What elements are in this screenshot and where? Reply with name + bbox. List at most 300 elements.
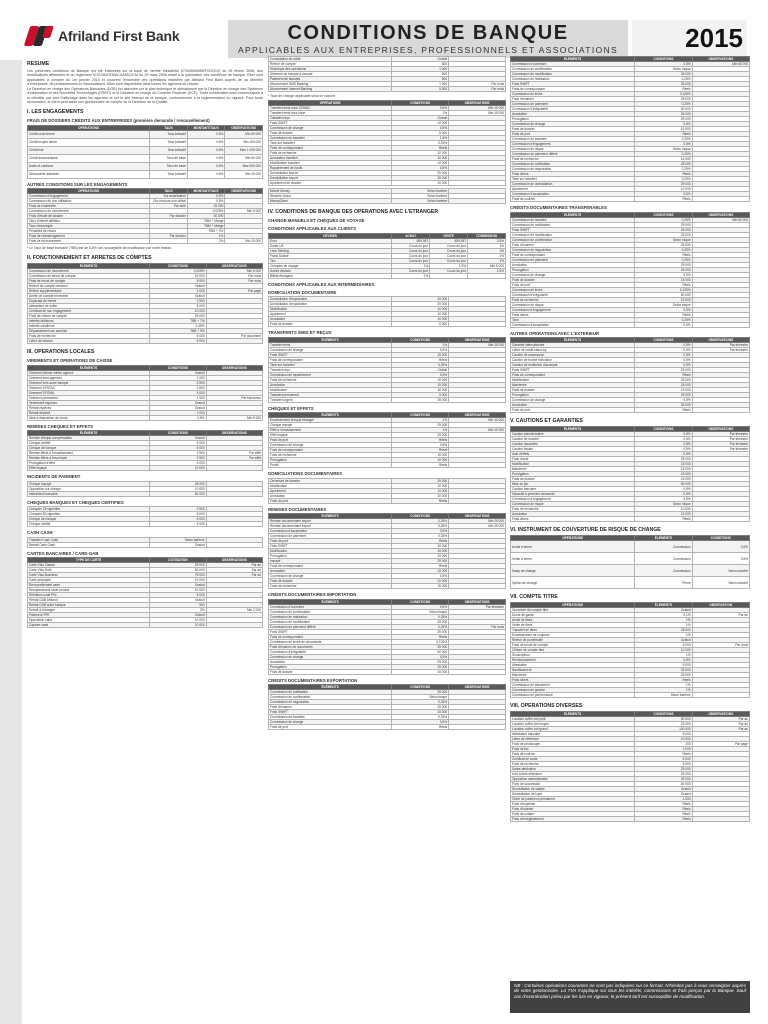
currency-exchange-table (268, 233, 506, 279)
row-label: Transfert permanent (269, 392, 392, 397)
payment-incidents-subtitle: INCIDENTS DE PAIEMENT (27, 474, 81, 480)
row-value: 0,5% (635, 487, 692, 492)
bank-cards-subtitle: CARTES BANCAIRES / CARD-GAB (27, 550, 99, 556)
row-label: Prorogation d'effet (28, 461, 150, 466)
row-value: 500 (392, 62, 449, 67)
row-value: 1% (635, 653, 692, 658)
row-value: Par trimestre (692, 432, 749, 437)
row-value: 1 000 (150, 375, 206, 380)
documentary-domiciliations-table (268, 478, 506, 504)
table-row (269, 322, 506, 327)
row-label: Retrait GAB Afriland (28, 598, 150, 603)
other-engagement-conditions-subtitle: AUTRES CONDITIONS SUR LES ENGAGEMENTS (27, 181, 128, 187)
column-header: OBSERVATIONS (206, 558, 262, 563)
row-value: 0,5% (468, 238, 506, 243)
row-label: Modification transfert (269, 161, 392, 166)
row-value: 1% (392, 342, 449, 347)
row-label: Location coffre-fort petit (511, 717, 635, 722)
row-label: Commission de confirmation (269, 695, 392, 700)
row-value: Taux indicatif (150, 170, 188, 178)
row-value: 25 000 (635, 767, 692, 772)
row-value: Gratuit (392, 116, 449, 121)
row-value: Par an (206, 573, 262, 578)
row-value: 10 000 (150, 309, 206, 314)
row-value: 25 000 (392, 302, 449, 307)
row-value: 10 000 (392, 579, 449, 584)
row-value: 50 000 (635, 482, 692, 487)
row-label: Billets étrangers (269, 273, 392, 278)
resume-paragraph-2: La Direction en charge des Opérations Bancaires (DOB) est associée sur le plan technique et opérationnel par la Direction en charge des Systèmes d'Information et des Nouvelles Technologies (DSINT) et la Direction en charge du Contrôle Financier (DCF). Toute modification sera communiquée à la clientèle par voie d'affichage dans les agences et sur le site internet de la banque, conformément à la réglementation en vigueur. Pour toute réclamation, le client peut saisir son gestionnaire de compte ou la Direction de la Qualité. (27, 87, 263, 105)
foreign-cheques-subtitle: CHÈQUES ET EFFETS (268, 405, 314, 411)
row-label: Commission de réalisation (511, 77, 635, 82)
table-row (28, 138, 263, 146)
row-label: Frais SWIFT (269, 352, 392, 357)
row-value: Taux indicatif (150, 130, 188, 138)
column-header: CONDITIONS (392, 685, 449, 690)
section-guarantees-title: V. CAUTIONS ET GARANTIES (510, 418, 584, 424)
documentary-domiciliation-table (268, 296, 506, 327)
table-row (28, 239, 263, 244)
row-value: 25 000 (635, 378, 692, 383)
account-operations-table (27, 263, 263, 344)
row-value: Taux indicatif (150, 146, 188, 154)
row-label: Historique des opérations (269, 67, 392, 72)
row-value: Max 1 000 000 (225, 146, 263, 154)
table-row (28, 623, 263, 628)
other-foreign-operations-table (510, 337, 750, 413)
row-value: 25 000 (635, 668, 692, 673)
row-label: Attestation de solde (28, 304, 150, 309)
row-value: 25 000 (392, 433, 449, 438)
column-header: ÉLÉMENTS (635, 603, 692, 608)
row-value: 15 000 (392, 382, 449, 387)
row-value: 1 500 (635, 797, 692, 802)
row-value: Réels (635, 812, 692, 817)
row-value (449, 397, 506, 402)
row-value: 0,5% (392, 126, 449, 131)
row-value: Selon marché (692, 565, 749, 577)
column-header: CONDITIONS (635, 57, 692, 62)
row-value: 15 000 (635, 462, 692, 467)
row-label: Location coffre-fort moyen (511, 722, 635, 727)
row-value (692, 197, 749, 202)
row-label: Virement interne même agence (28, 370, 150, 375)
row-value: 0,25% (635, 152, 692, 157)
column-header: OBSERVATIONS (449, 685, 506, 690)
row-value: Min 10 000 (225, 239, 263, 244)
row-label: Commission de mouvement (28, 269, 150, 274)
row-value: 2 000 (150, 410, 206, 415)
cash-cash-table (27, 537, 263, 548)
row-label: Domiciliation d'importation (269, 297, 392, 302)
row-label: Lettre de référence (511, 737, 635, 742)
row-value: 10 000 (392, 307, 449, 312)
column-header: ÉLÉMENTS (511, 427, 635, 432)
row-value: Cours du jour (392, 253, 430, 258)
row-value: Cours du jour (430, 268, 468, 273)
row-label: Lettre de crédit stand-by (511, 348, 635, 353)
documentary-domiciliations-subtitle: DOMICILIATIONS DOCUMENTAIRES (268, 471, 343, 476)
row-value: 15 000 (392, 669, 449, 674)
row-value: Par dossier (150, 214, 188, 219)
row-label: Commission de transfert (511, 217, 635, 222)
row-label: Frais SWIFT (511, 227, 635, 232)
row-label: Clôture de compte titre (511, 648, 635, 653)
row-label: Certificat de non engagement (28, 309, 150, 314)
row-label: Annulation (269, 382, 392, 387)
row-value: Gratuit (635, 638, 692, 643)
row-label: Virement vers autre banque (28, 380, 150, 385)
row-value: Par an (206, 563, 262, 568)
row-value: 25 000 (635, 117, 692, 122)
column-header: ÉLÉMENTS (28, 365, 150, 370)
row-label: Vente à terme (511, 553, 635, 565)
column-header: OPÉRATIONS (28, 125, 150, 130)
row-label: Taxe (511, 317, 635, 322)
row-value: 5 000 (150, 304, 206, 309)
row-value: 1% (635, 623, 692, 628)
row-label: Frais de recherche (269, 377, 392, 382)
row-label: Ordre de paiement permanent (511, 797, 635, 802)
row-value: 5 000 (635, 643, 692, 648)
row-label: Effet impayé (269, 433, 392, 438)
row-label: Annulation (269, 493, 392, 498)
table-row (269, 463, 506, 468)
row-value: 0,5% (635, 62, 692, 67)
row-value: 50 000 (392, 649, 449, 654)
row-label: Opposition administrative (511, 777, 635, 782)
table-row (511, 541, 750, 553)
column-header: ÉLÉMENTS (269, 337, 392, 342)
row-value: 1% (187, 234, 225, 239)
row-label: Commission de négociation (269, 700, 392, 705)
column-header: OBSERVATION (692, 603, 749, 608)
row-value (206, 542, 262, 547)
row-label: Attestation bancaire (511, 732, 635, 737)
row-label: Remboursement (511, 658, 635, 663)
row-value: Selon risque (635, 237, 692, 242)
row-value: Gratuit (150, 284, 206, 289)
row-label: Frais de port (511, 132, 635, 137)
column-header: OBSERVATIONS (692, 212, 749, 217)
row-value: 0,25% (392, 141, 449, 146)
row-label: Commission d'engagement (511, 307, 635, 312)
row-value: Par échéance (206, 395, 262, 400)
row-label: Caution de bonne exécution (511, 358, 635, 363)
row-value: 100 000 (635, 727, 692, 732)
row-label: Frais de dossier (269, 322, 392, 327)
row-value: Réels (635, 678, 692, 683)
column-header: OBSERVATIONS (449, 514, 506, 519)
row-label: Arrêté de compte trimestriel (28, 294, 150, 299)
row-value: 25 000 (635, 403, 692, 408)
row-value: Par dossier (150, 234, 188, 239)
row-label: Frais de recherche (511, 157, 635, 162)
import-credits-table (268, 599, 506, 675)
table-row (269, 725, 506, 730)
row-label: Impayé (269, 559, 392, 564)
column-header: OBSERVATIONS (225, 125, 263, 130)
row-value: 0,5% (187, 154, 225, 162)
row-value (449, 181, 506, 186)
row-label: Commission d'irrégularité (511, 107, 635, 112)
row-value: 1% (635, 688, 692, 693)
row-value: Par acte (150, 204, 188, 209)
row-value: 10 000 (635, 187, 692, 192)
row-value: 25 000 (150, 563, 206, 568)
row-value: 10 000 (392, 458, 449, 463)
row-label: Vente de titres (511, 623, 635, 628)
row-label: Commission de change (511, 272, 635, 277)
row-label: Commission de change (511, 398, 635, 403)
row-label: Frais de port (269, 539, 392, 544)
row-value: Min 15 000 (449, 342, 506, 347)
column-header: CONDITIONS (392, 337, 449, 342)
row-label: Frais SWIFT (269, 710, 392, 715)
row-value: 25 000 (392, 664, 449, 669)
row-label: Paiement de factures (269, 77, 392, 82)
row-value: Réels (635, 252, 692, 257)
row-value: 10 000 (150, 466, 206, 471)
row-value: Gratuit (392, 367, 449, 372)
row-label: Frais de photocopie (511, 742, 635, 747)
row-label: Frais de recherche (269, 453, 392, 458)
row-value: 25 000 (392, 619, 449, 624)
brand-name: Afriland First Bank (58, 28, 180, 44)
row-value: 10 000 (392, 156, 449, 161)
row-value: 0,5% (187, 199, 225, 204)
table-row (269, 181, 506, 186)
table-row (511, 197, 750, 202)
row-label: Transfert émis hors zone (269, 111, 392, 116)
column-header: ÉLÉMENTS (511, 212, 635, 217)
row-value: 2% (150, 608, 206, 613)
row-label: Frais de recouvrement (28, 239, 150, 244)
row-label: Transfert urgent (269, 397, 392, 402)
row-value: Gratuit (150, 405, 206, 410)
row-label: Domiciliation d'exportation (269, 302, 392, 307)
row-value: Gratuit (635, 787, 692, 792)
row-label: Commission de risque (511, 502, 635, 507)
resume-title: RESUME (27, 61, 50, 67)
row-value: 0,5% (392, 654, 449, 659)
bank-cards-table (27, 557, 263, 628)
row-value: Par mois (206, 279, 262, 284)
row-label: Paiement TPE (28, 613, 150, 618)
row-label: Modification (269, 387, 392, 392)
row-label: Effet impayé (28, 466, 150, 471)
row-value: Selon barème (150, 537, 206, 542)
afriland-logo-icon (27, 23, 53, 49)
row-value: 0,5% (392, 529, 449, 534)
row-value: 1% (468, 243, 506, 248)
row-value: 25 000 (635, 222, 692, 227)
row-value: Gratuit (150, 542, 206, 547)
row-label: Commission de risque (511, 302, 635, 307)
row-label: Commission d'ouverture (269, 604, 392, 609)
row-value: 5 000 (150, 441, 206, 446)
row-value: 0,5% (635, 122, 692, 127)
row-label: Apurement de dossier (269, 181, 392, 186)
column-header: ACHAT (392, 233, 430, 238)
row-value: 5 000 (150, 593, 206, 598)
documentary-remittances-subtitle: REMISES DOCUMENTAIRES (268, 506, 327, 512)
bank-cheques-table (27, 506, 263, 527)
row-label: Commission d'ouverture (511, 62, 635, 67)
row-label: Virement de compte à compte (269, 72, 392, 77)
row-value: 0,125% (635, 287, 692, 292)
row-value: 25 000 (392, 423, 449, 428)
table-row (269, 87, 506, 92)
row-label: Annulation (269, 659, 392, 664)
row-value: 15 000 (635, 277, 692, 282)
intermediary-conditions-subtitle: CONDITIONS APPLICABLES AUX INTERMÉDIAIRES (268, 281, 375, 287)
row-value: 0,25% (392, 534, 449, 539)
row-value: 25 000 (150, 314, 206, 319)
row-value: 15 000 (392, 554, 449, 559)
row-value: 2% (187, 239, 225, 244)
column-header: CONDITIONS (392, 599, 449, 604)
row-value: Min 15 000 (449, 111, 506, 116)
row-label: Commission d'engagement (511, 142, 635, 147)
row-value: Par effet (206, 451, 262, 456)
row-label: Caution fiscale (511, 447, 635, 452)
row-label: Commission de tenue de compte (28, 274, 150, 279)
row-value: Selon risque (392, 609, 449, 614)
row-value: 0,5% (635, 142, 692, 147)
row-value: 25 000 (187, 204, 225, 209)
securities-account-table (510, 602, 750, 698)
row-label: Relevé de compte (269, 62, 392, 67)
row-value: 0,25% (635, 167, 692, 172)
row-value: Min 25 000 (449, 519, 506, 524)
row-value: 15 000 (392, 569, 449, 574)
row-value: 15 000 (392, 549, 449, 554)
row-value: Par trimestre (692, 437, 749, 442)
row-value: 25 000 (392, 171, 449, 176)
row-label: Caution bancaire (511, 487, 635, 492)
row-value: 0,5% (635, 358, 692, 363)
section-miscellaneous-title: VIII. OPERATIONS DIVERSES (510, 703, 583, 709)
row-value: Par an (692, 613, 749, 618)
section-foreign-operations-title: IV. CONDITIONS DE BANQUE DES OPERATIONS AVEC L'ETRANGER (268, 209, 439, 215)
row-label: Annulation (511, 262, 635, 267)
row-label: Encaissement de coupons (511, 633, 635, 638)
row-label: Apurement (269, 488, 392, 493)
row-label: Capture carte (28, 623, 150, 628)
row-label: Caution de restitution d'acompte (511, 363, 635, 368)
row-value: 50 000 (635, 292, 692, 297)
row-value: Réels (392, 146, 449, 151)
electronic-banking-table (268, 56, 506, 92)
row-value: 655,957 (430, 238, 468, 243)
table-row (28, 542, 263, 547)
row-value: Réels (392, 634, 449, 639)
row-value: 25 000 (392, 690, 449, 695)
row-label: Protêt (269, 463, 392, 468)
row-value: Cours du jour (392, 248, 430, 253)
row-label: Opposition carte (28, 618, 150, 623)
row-value: 25 000 (635, 112, 692, 117)
column-header: ÉLÉMENTS (28, 431, 150, 436)
row-value: 75 000 (150, 573, 206, 578)
export-credits-subtitle: CRÉDITS DOCUMENTAIRES EXPORTATION (268, 677, 358, 683)
row-label: Taux d'escompte (28, 224, 150, 229)
row-label: Versement espèces (28, 400, 150, 405)
row-value: 25 000 (635, 628, 692, 633)
fx-hedging-table (510, 535, 750, 589)
row-value: 1% (392, 263, 430, 268)
table-row (28, 170, 263, 178)
column-header: TYPE DE CARTE (28, 558, 150, 563)
row-label: Commission de mouvement (28, 209, 150, 214)
row-label: Remise documentaire export (269, 524, 392, 529)
row-label: Commission de change (269, 443, 392, 448)
row-label: Frais de port (511, 282, 635, 287)
row-label: Virement SYGMA (28, 390, 150, 395)
row-label: Frais SWIFT (511, 368, 635, 373)
row-label: Livre Sterling (269, 248, 392, 253)
page-subtitle: APPLICABLES AUX ENTREPRISES, PROFESSIONNELS ET ASSOCIATIONS (237, 45, 619, 55)
row-value: 0,5% (635, 492, 692, 497)
column-header: CONDITIONS (392, 413, 449, 418)
row-value: 10 000 (392, 181, 449, 186)
row-value: 2 500 (150, 380, 206, 385)
row-label: Commission de performance (511, 693, 635, 698)
row-value: 0,5% (635, 447, 692, 452)
row-label: Frais de correspondant (511, 252, 635, 257)
row-value: 0,5% (392, 106, 449, 111)
row-value: Par mois (692, 643, 749, 648)
row-value: Cours du jour (392, 268, 430, 273)
row-label: Commission de rapatriement (269, 372, 392, 377)
row-value: 10 000 (392, 483, 449, 488)
row-value: Réels (635, 752, 692, 757)
row-label: Frais de courrier (511, 197, 635, 202)
row-value: 25 000 (392, 397, 449, 402)
row-value: Par page (692, 742, 749, 747)
column-header: CONDITIONS (635, 427, 692, 432)
column-header: CONDITIONS (635, 212, 692, 217)
row-label: Mainlevée (511, 383, 635, 388)
column-header: ÉLÉMENTS (28, 264, 150, 269)
page-title: CONDITIONS DE BANQUE (287, 22, 569, 44)
row-label: Commission de confirmation (511, 237, 635, 242)
row-value: Par trimestre (692, 442, 749, 447)
column-header: MONTANT/TAUX (187, 189, 225, 194)
row-value: Min 5 000 (206, 415, 262, 420)
table-row (511, 565, 750, 577)
row-value: 1,5% (468, 268, 506, 273)
row-label: Frais de succession (511, 782, 635, 787)
row-label: Frais de tenue de compte (28, 279, 150, 284)
row-value: Par trimestre (449, 604, 506, 609)
column-header: ÉLÉMENTS (511, 338, 635, 343)
row-value: 1 500 (150, 395, 206, 400)
row-label: Frais d'examen (511, 97, 635, 102)
row-value: 0,5% (187, 146, 225, 154)
row-label: Frais d'huissier (511, 807, 635, 812)
row-value: 1% (635, 683, 692, 688)
row-label: Commission de réalisation (269, 614, 392, 619)
transferable-credits-subtitle: CRÉDITS DOCUMENTAIRES TRANSFÉRABLES (510, 205, 607, 210)
row-value: 10 000 (392, 312, 449, 317)
row-value: Par an (692, 717, 749, 722)
table-row (28, 162, 263, 170)
row-label: Chéquier 50 vignettes (28, 512, 150, 517)
row-label: Commission de change (269, 347, 392, 352)
row-value: 25 000 (392, 297, 449, 302)
